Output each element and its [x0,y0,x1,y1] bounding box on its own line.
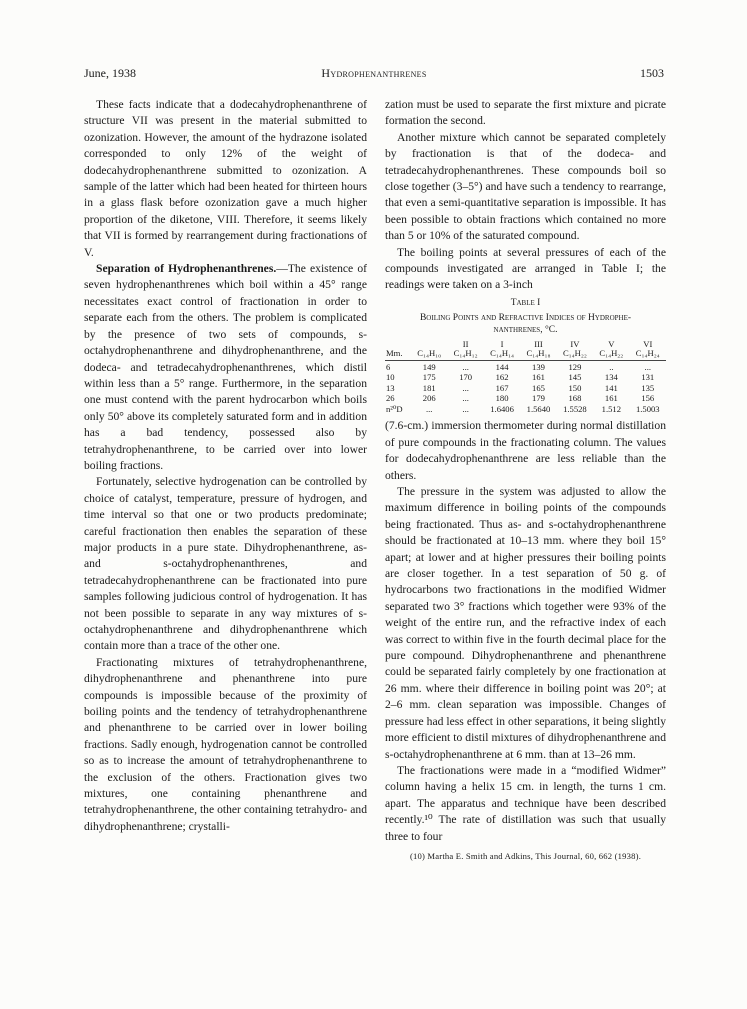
table-cell: 1.5528 [563,403,587,414]
table-cell: ... [644,361,651,372]
table-caption-line: nanthrenes, °C. [493,324,558,335]
paragraph-body: —The existence of seven hydrophenanthrenes which boil within a 45° range necessitates exact control of fractionation in order to separate each from the others. The problem is complicated by the presence of two sets of compounds, s-octahydrophenanthrene and dihydrophenanthrene, and the dodeca- and tetradecahydrophenanthrenes, which distil within less than a 5° range. Furthermore, in the separation one must contend with the parent hydrocarbon which boils only 50° above its completely saturated form and in addition has a bad tendency, possessed also by tetrahydrophenanthrene, to be carried over into lower boiling fractions. [84,262,367,472]
table-cell: 1.5003 [635,403,660,414]
table-cell: 144 [495,361,509,372]
table-cell: 206 [422,393,436,404]
paragraph: Fractionating mixtures of tetrahydrophenanthrene, dihydrophenanthrene and phenanthrene into pure compounds is impossible because of the proximity of boiling points and the tendency of tetrahydrophenanthrene and phenanthrene to be carried over in lower boiling fractions. Sadly enough, hydrogenation cannot be controlled so as to increase the amount of tetrahydrophenanthrene to the exclusion of the others. Fractionation gives two mixtures, one containing phenanthrene and tetrahydrophenanthrene, the other containing tetrahydro- and dihydrophenanthrene; crystalli- [84,655,367,833]
numeral-cell: V [608,338,615,349]
table-row [385,393,666,404]
table-cell: 168 [568,393,582,404]
table-cell: 10 [386,372,395,383]
table-cell: 6 [386,361,391,372]
table-cell: 162 [495,372,509,383]
table-cell: 175 [422,372,436,383]
table-header-row [385,349,666,360]
header-cell: C₁₄H₁₄ [484,349,520,360]
table-cell: 1.6406 [490,403,514,414]
table-cell: ... [462,361,469,372]
paragraph: These facts indicate that a dodecahydrophenanthrene of structure VII was present in the material submitted to ozonization. However, the amount of the hydrazone isolated corresponded to only 12% of the weight of dodecahydrophenanthrene submitted to ozonization. A sample of the latter which had been heated for thirteen hours in a glass flask before ozonization gave a much higher proportion of the diketone, VIII. Therefore, it seems likely that VII is formed by rearrangement during fractionations of V. [84,98,367,259]
page-number: 1503 [640,66,664,80]
paragraph: The pressure in the system was adjusted to allow the maximum difference in boiling points of the compounds being fractionated. Thus as- and s-octahydrophenanthrene should be fractionated at 10–13 mm. where they boil 15° apart; at lower and at higher pressures their boiling points are closer together. In a test separation of 50 g. of hydrocarbons two fractionations in the modified Widmer separated two 3° fractions which together were 93% of the weight of the entire run, and the refractive index of each was correct to within five in the fourth decimal place for the pure compound. Dihydrophenanthrene and phenanthrene could be separated fairly completely by one fractionation at 26 mm. where their difference in boiling point was 20°; at 2–6 mm. clean separation was impossible. Changes of pressure had less effect in other separations, it being slightly more efficient to distil mixtures of dihydrophenanthrene and s-octahydrophenanthrene at 6 mm. than at 13–26 mm. [385,485,666,761]
paragraph: The fractionations were made in a “modified Widmer” column having a helix 15 cm. in length, the turns 1 cm. apart. The apparatus and technique have been described recently.¹⁰ The rate of distillation was such that usually three to four [385,763,666,843]
table-cell: ... [462,382,469,393]
table-cell: 179 [532,393,545,404]
table-cell: ... [462,403,469,414]
table-cell: 1.512 [601,403,621,414]
numeral-cell: II [462,338,469,349]
table-cell: 141 [604,382,618,393]
table-cell: 161 [604,393,618,404]
table-cell: 26 [386,393,395,404]
table-cell: 13 [386,382,395,393]
header-cell: Mm. [385,349,411,360]
footnote: (10) Martha E. Smith and Adkins, This Journal, 60, 662 (1938). [409,850,642,861]
table-body [385,360,666,414]
running-header [84,66,664,84]
header-cell: C₁₄H₂₄ [630,349,666,360]
table-cell: ... [462,393,469,404]
header-cell: C₁₄H₁₀ [411,349,447,360]
section-heading: Separation of Hydrophenanthrenes. [96,262,277,276]
table-cell: n²⁰D [386,403,403,414]
paragraph [84,261,367,474]
numeral-cell: IV [570,338,580,349]
table-cell: 167 [495,382,509,393]
table-row [385,360,666,372]
right-column [385,97,666,864]
table-cell: 145 [568,372,582,383]
table-row [385,383,666,394]
table-cell: 135 [641,382,655,393]
header-cell: C₁₄H₁₈ [520,349,556,360]
paragraph: Fortunately, selective hydrogenation can be controlled by choice of catalyst, temperature, pressure of hydrogen, and time interval so that one or two products predominate; careful fractionation then enables the separation of these major products in a pure state. Dihydrophenanthrene, as- and s-octahydrophenanthrenes, and tetradecahydrophenanthrene can be fractionated into pure samples following judicious control of hydrogenation. It has not been possible to separate in any way mixtures of s-octahydrophenanthrene and dihydrophenanthrene which contain more than a trace of the other one. [84,475,367,653]
paragraph: Another mixture which cannot be separated completely by fractionation is that of the dodeca- and tetradecahydrophenanthrenes. These compounds boil so close together (3–5°) and have such a tendency to rearrange, that even a semi-quantitative separation is impossible. It has been possible to obtain fractions which contained no more than 5 or 10% of the saturated compound. [385,130,666,243]
table-cell: 161 [532,372,545,383]
table-cell: 131 [641,372,655,383]
table-cell: 170 [459,372,473,383]
header-date: June, 1938 [84,66,136,80]
table-cell: 156 [641,393,655,404]
numeral-cell: III [534,338,543,349]
table-cell: 180 [495,393,509,404]
header-title: Hydrophenanthrenes [321,66,427,80]
header-cell: C₁₄H₂₂ [557,349,593,360]
table-row [385,404,666,415]
table-cell: 134 [604,372,618,383]
table-cell: 165 [532,382,545,393]
numeral-cell: VI [643,338,653,349]
table-cell: 181 [422,382,436,393]
paragraph: (7.6-cm.) immersion thermometer during normal distillation of pure compounds in the fractionating column. The values for dodecahydrophenanthrene are less reliable than the others. [385,419,666,482]
table-cell: 150 [568,382,582,393]
table-cell: 1.5640 [526,403,551,414]
header-cell: C₁₄H₁₂ [447,349,483,360]
paragraph: The boiling points at several pressures of each of the compounds investigated are arranged in Table I; the readings were taken on a 3-inch [385,245,666,292]
left-column [84,97,367,835]
table-caption-line: Boiling Points and Refractive Indices of Hydrophe- [419,312,632,323]
table-cell: 129 [568,361,582,372]
table-cell: .. [609,361,614,372]
table-caption [385,312,666,336]
table-cell: 139 [532,361,545,372]
table-cell: ... [426,403,433,414]
data-table [385,340,666,415]
paragraph: zation must be used to separate the first mixture and picrate formation the second. [385,98,666,128]
table-title: Table I [510,297,541,308]
table-1 [385,298,666,415]
header-cell: C₁₄H₂₂ [593,349,629,360]
numeral-cell: I [500,338,504,349]
table-cell: 149 [422,361,436,372]
table-row [385,372,666,383]
